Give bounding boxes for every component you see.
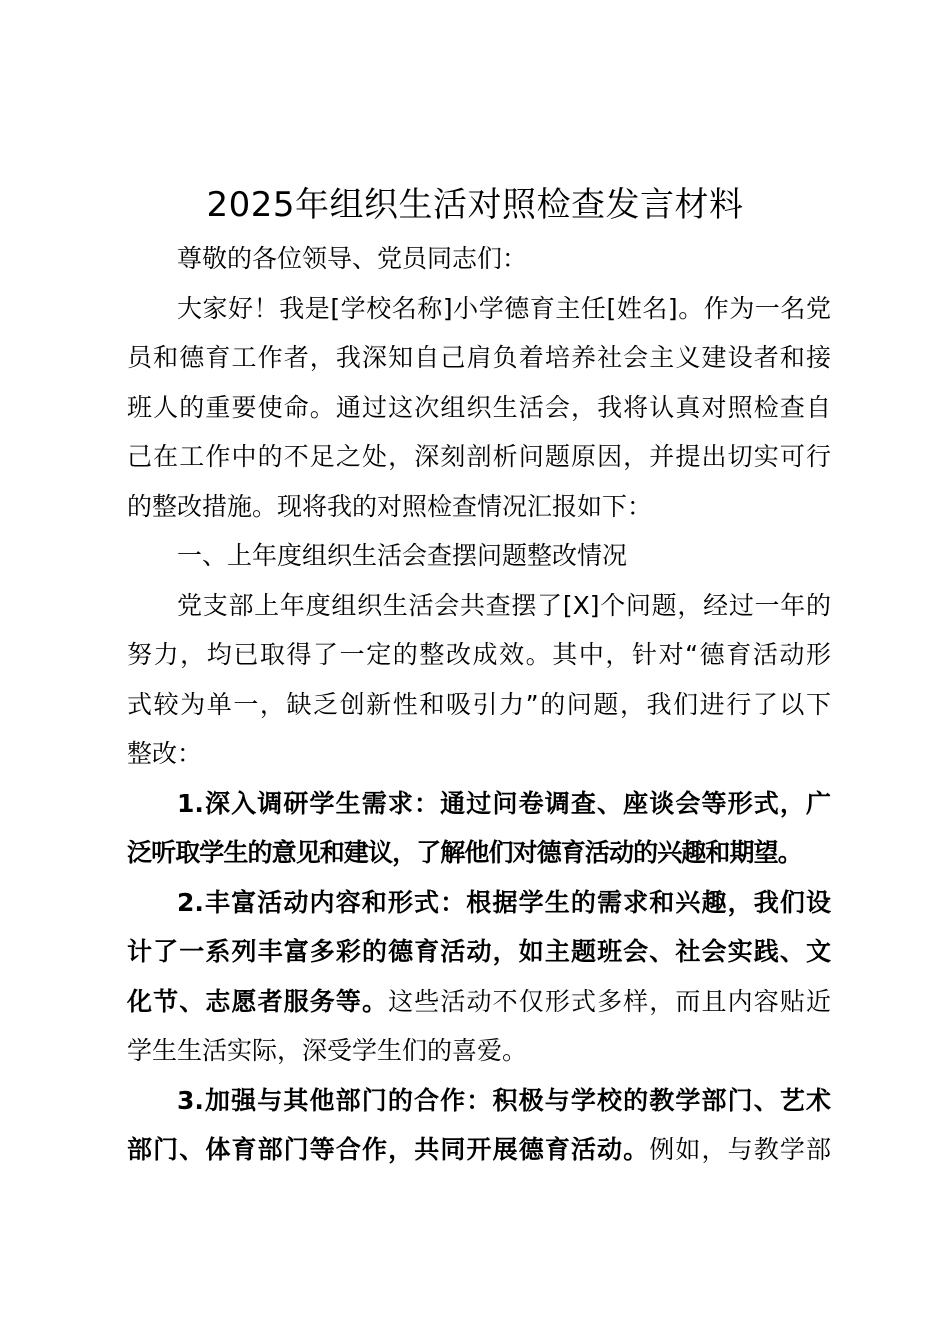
item2-mixed-line — [127, 977, 831, 1027]
document-body — [127, 234, 831, 1175]
section-line: 整改： — [127, 739, 203, 768]
item3-normal-fragment: 例如，与教学部 — [649, 1135, 831, 1164]
document-title: 2025年组织生活对照检查发言材料 — [206, 185, 744, 225]
item2-bold-fragment: 化节、志愿者服务等。 — [127, 986, 389, 1016]
item1-line: 泛听取学生的意见和建议，了解他们对德育活动的兴趣和期望。 — [127, 838, 802, 867]
section-line: 式较为单一，缺乏创新性和吸引力”的问题，我们进行了以下 — [127, 689, 831, 719]
item2-line: 学生生活实际，深受学生们的喜爱。 — [127, 1036, 528, 1065]
item3-mixed-line — [127, 1125, 831, 1175]
item2-normal-fragment: 这些活动不仅形式多样，而且内容贴近 — [388, 986, 831, 1016]
item3-bold-fragment: 部门、体育部门等合作，共同开展德育活动。 — [127, 1135, 650, 1164]
intro-line: 员和德育工作者，我深知自己肩负着培养社会主义建设者和接 — [127, 343, 831, 372]
section-line: 党支部上年度组织生活会共查摆了[X]个问题，经过一年的 — [177, 590, 831, 620]
item3-line: 3.加强与其他部门的合作：积极与学校的教学部门、艺术 — [177, 1085, 831, 1115]
section-heading: 一、上年度组织生活会查摆问题整改情况 — [177, 541, 628, 570]
item2-line: 2.丰富活动内容和形式：根据学生的需求和兴趣，我们设 — [177, 887, 831, 917]
intro-line: 己在工作中的不足之处，深刻剖析问题原因，并提出切实可行 — [127, 442, 831, 471]
intro-line: 的整改措施。现将我的对照检查情况汇报如下： — [127, 491, 653, 521]
greeting-line: 尊敬的各位领导、党员同志们： — [177, 244, 528, 273]
section-line: 努力，均已取得了一定的整改成效。其中，针对“德育活动形 — [127, 640, 831, 669]
intro-line: 班人的重要使命。通过这次组织生活会，我将认真对照检查自 — [127, 392, 831, 422]
item1-line: 1.深入调研学生需求：通过问卷调查、座谈会等形式，广 — [177, 788, 831, 818]
item2-line: 计了一系列丰富多彩的德育活动，如主题班会、社会实践、文 — [127, 937, 831, 966]
intro-line: 大家好！我是[学校名称]小学德育主任[姓名]。作为一名党 — [177, 293, 831, 323]
